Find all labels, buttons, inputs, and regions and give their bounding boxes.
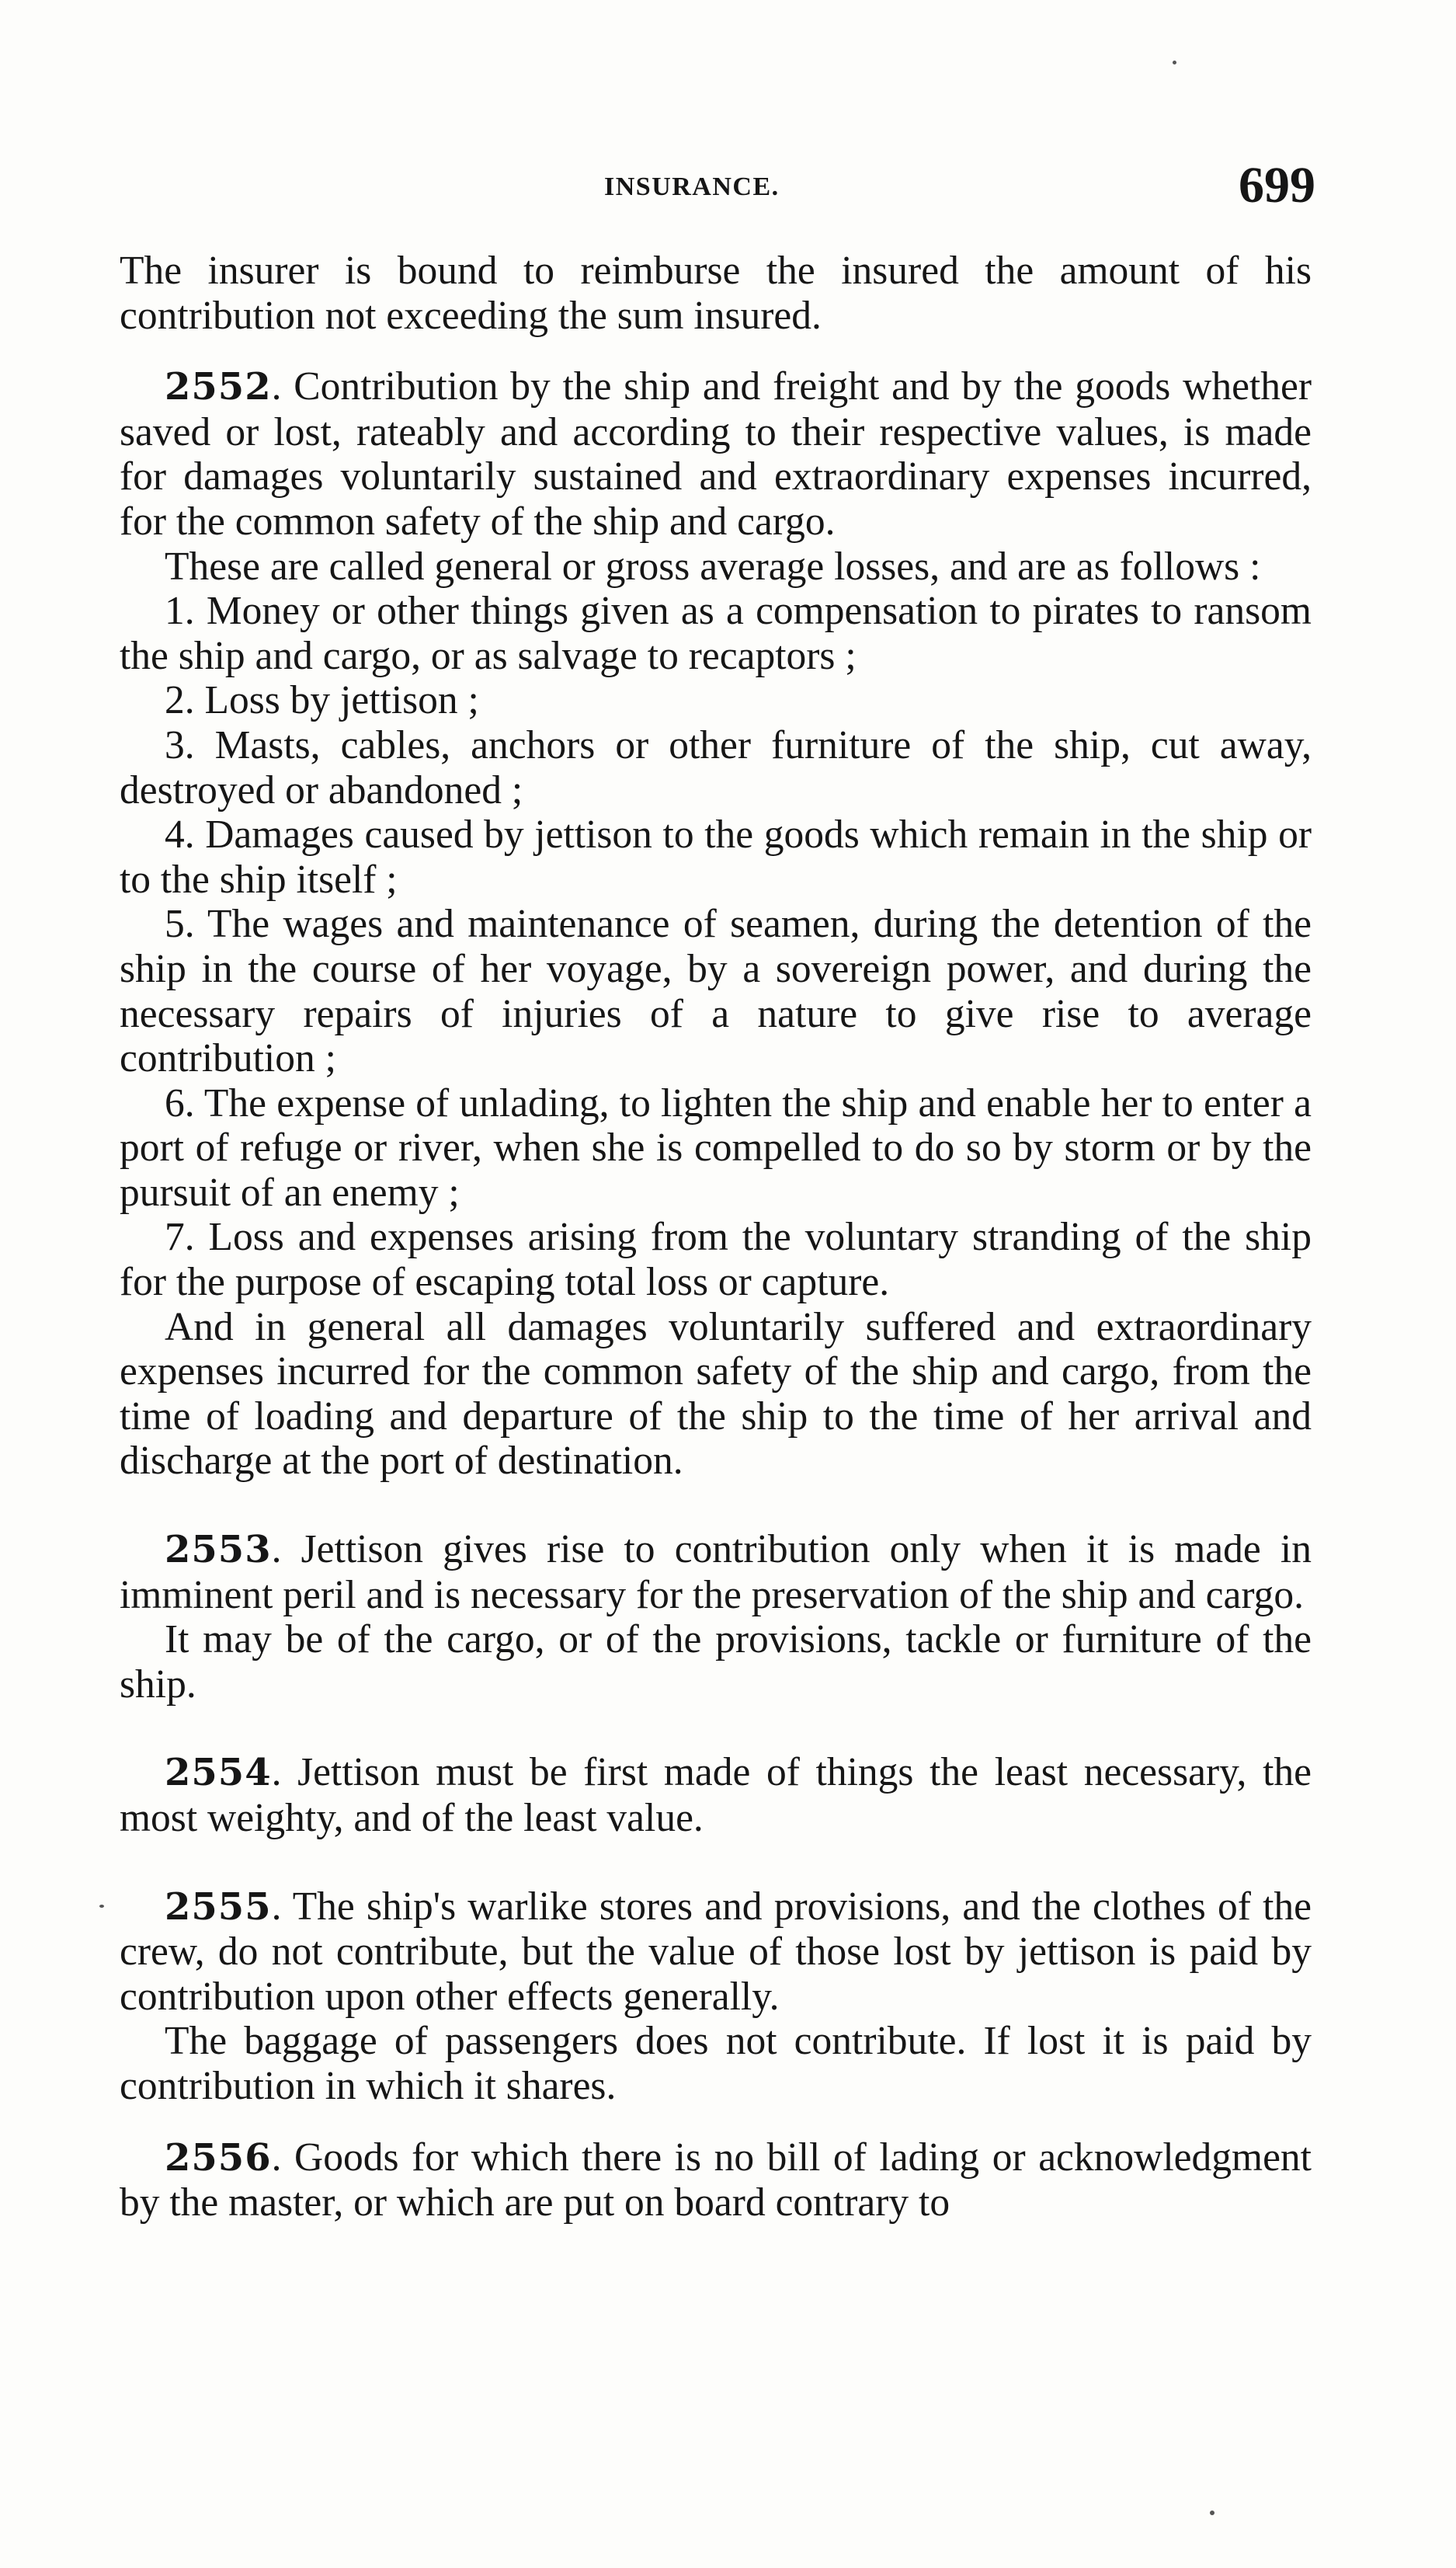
ink-speck bbox=[99, 1905, 104, 1908]
article-text: . Contribution by the ship and freight and by the goods whether saved or lost, rateably and according to their respective values, is made for damages voluntarily sustained and extraordinary expenses incurred, for the common safety of the ship and cargo. bbox=[120, 364, 1312, 544]
body-text bbox=[120, 249, 1312, 2225]
running-title: INSURANCE. bbox=[604, 172, 780, 201]
page-number: 699 bbox=[1239, 157, 1315, 214]
ink-speck bbox=[1210, 2511, 1214, 2515]
article-text: . Goods for which there is no bill of lading or acknowledgment by the master, or which are put on board contrary to bbox=[120, 2135, 1312, 2225]
list-item: 2. Loss by jettison ; bbox=[165, 678, 479, 723]
running-head bbox=[120, 157, 1315, 230]
list-item: 6. The expense of unlading, to lighten the ship and enable her to enter a port of refuge or river, when she is compelled to do so by storm or by the pursuit of an enemy ; bbox=[120, 1080, 1312, 1215]
article-2553 bbox=[120, 1527, 1312, 1617]
list-intro: These are called general or gross average losses, and are as follows : bbox=[165, 544, 1261, 589]
article-note: The baggage of passengers does not contribute. If lost it is paid by contribution in which it shares. bbox=[120, 2019, 1312, 2108]
article-2552 bbox=[120, 364, 1312, 544]
list-item: 1. Money or other things given as a compensation to pirates to ransom the ship and cargo, or as salvage to recaptors ; bbox=[120, 589, 1312, 678]
article-text: . The ship's warlike stores and provisions, and the clothes of the crew, do not contribute, but the value of those lost by jettison is paid by contribution upon other effects generally. bbox=[120, 1884, 1312, 2019]
article-note: It may be of the cargo, or of the provisions, tackle or furniture of the ship. bbox=[120, 1617, 1312, 1707]
closing-paragraph: And in general all damages voluntarily suffered and extraordinary expenses incurred for the common safety of the ship and cargo, from the time of loading and departure of the ship to the time of her arrival and discharge at the port of destination. bbox=[120, 1304, 1312, 1484]
article-number: 2555 bbox=[165, 1884, 272, 1929]
article-2554 bbox=[120, 1750, 1312, 1840]
list-item: 5. The wages and maintenance of seamen, during the detention of the ship in the course of her voyage, by a sovereign power, and during the necessary repairs of injuries of a nature to give rise to average contribution ; bbox=[120, 902, 1312, 1081]
article-number: 2552 bbox=[165, 365, 272, 409]
article-number: 2556 bbox=[165, 2135, 272, 2180]
article-number: 2554 bbox=[165, 1751, 272, 1795]
article-2556 bbox=[120, 2135, 1312, 2225]
list-item: 7. Loss and expenses arising from the voluntary stranding of the ship for the purpose of escaping total loss or capture. bbox=[120, 1215, 1312, 1305]
article-text: . Jettison must be first made of things the least necessary, the most weighty, and of the least value. bbox=[120, 1750, 1312, 1840]
article-number: 2553 bbox=[165, 1528, 272, 1572]
article-text: . Jettison gives rise to contribution only when it is made in imminent peril and is necessary for the preservation of the ship and cargo. bbox=[120, 1527, 1312, 1617]
ink-speck bbox=[1173, 61, 1176, 64]
continuation-paragraph: The insurer is bound to reimburse the insured the amount of his contribution not exceeding the sum insured. bbox=[120, 249, 1312, 338]
article-2555 bbox=[120, 1884, 1312, 2020]
list-item: 4. Damages caused by jettison to the goods which remain in the ship or to the ship itself ; bbox=[120, 813, 1312, 902]
list-item: 3. Masts, cables, anchors or other furniture of the ship, cut away, destroyed or abandoned ; bbox=[120, 722, 1312, 813]
